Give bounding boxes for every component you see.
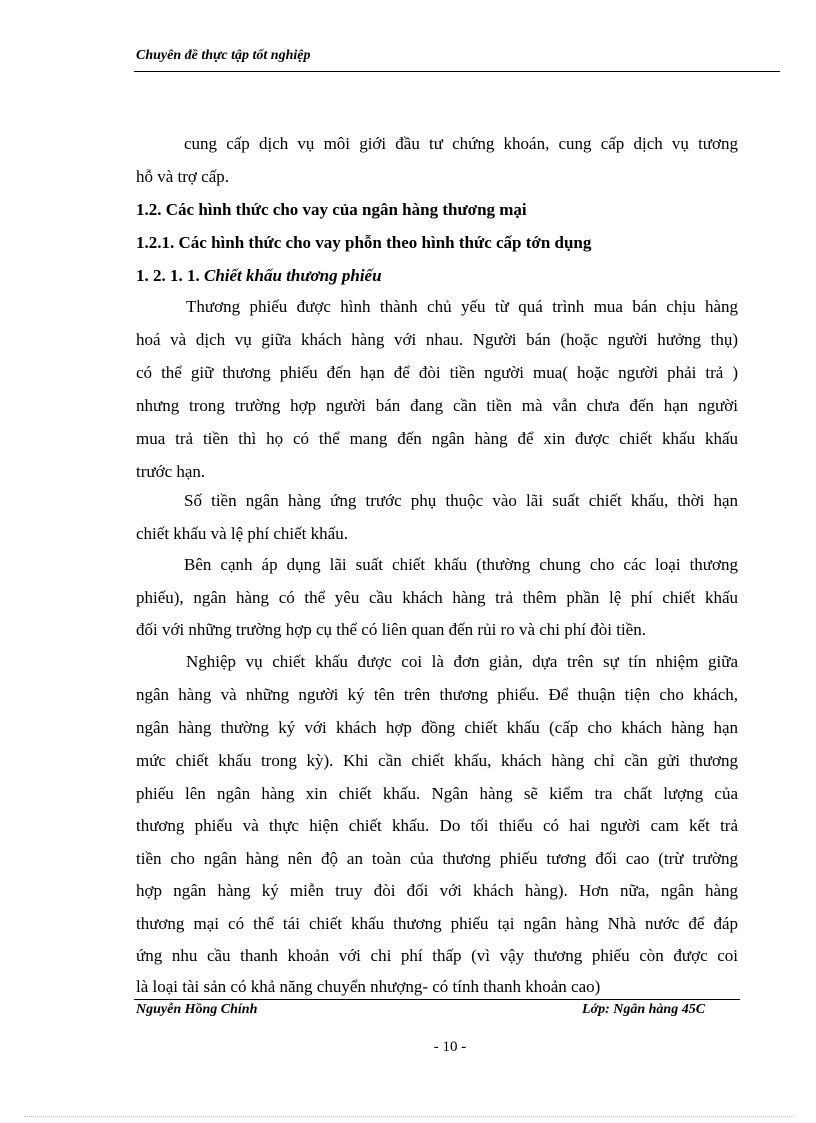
paragraph-line: cung cấp dịch vụ môi giới đầu tư chứng khoán, cung cấp dịch vụ tương: [184, 134, 738, 153]
paragraph-line: ứng nhu cầu thanh khoản với chi phí thấp (vì vậy thương phiếu còn được coi: [136, 946, 738, 965]
paragraph-line: nhưng trong trường hợp người bán đang cần tiền mà vẫn chưa đến hạn người: [136, 396, 738, 415]
subsubsection-heading: [136, 265, 382, 287]
paragraph-line: Thương phiếu được hình thành chủ yếu từ quá trình mua bán chịu hàng: [186, 297, 738, 316]
footer-divider: [134, 999, 740, 1000]
paragraph-line: mua trả tiền thì họ có thể mang đến ngân hàng để xin được chiết khấu khấu: [136, 429, 738, 448]
paragraph-line: đối với những trường hợp cụ thể có liên quan đến rủi ro và chi phí đòi tiền.: [136, 620, 646, 639]
footer-author: Nguyễn Hồng Chính: [136, 1002, 258, 1017]
heading-title: Chiết khấu thương phiếu: [204, 266, 382, 285]
paragraph-line: thương mại có thể tái chiết khấu thương phiếu tại ngân hàng Nhà nước để đáp: [136, 914, 738, 933]
paragraph-line: mức chiết khấu trong kỳ). Khi cần chiết khấu, khách hàng chỉ cần gửi thương: [136, 751, 738, 770]
paragraph-line: hợp ngân hàng ký miễn truy đòi đối với khách hàng). Hơn nữa, ngân hàng: [136, 881, 738, 900]
footer-class: Lớp: Ngân hàng 45C: [582, 1002, 706, 1017]
subsection-heading: 1.2.1. Các hình thức cho vay phỗn theo hình thức cấp tớn dụng: [136, 233, 592, 252]
page-number: - 10 -: [433, 1039, 467, 1055]
paragraph-line: Số tiền ngân hàng ứng trước phụ thuộc vào lãi suất chiết khấu, thời hạn: [184, 491, 738, 510]
paragraph-line: thương phiếu và thực hiện chiết khấu. Do tối thiểu có hai người cam kết trả: [136, 816, 738, 835]
paragraph-line: là loại tài sản có khả năng chuyển nhượng- có tính thanh khoản cao): [136, 977, 601, 996]
paragraph-line: hỗ và trợ cấp.: [136, 167, 230, 186]
paragraph-line: phiếu), ngân hàng có thể yêu cầu khách hàng trả thêm phần lệ phí chiết khấu: [136, 588, 738, 607]
paragraph-line: trước hạn.: [136, 462, 206, 481]
section-heading: 1.2. Các hình thức cho vay của ngân hàng thương mại: [136, 200, 527, 219]
paragraph-line: Bên cạnh áp dụng lãi suất chiết khấu (thường chung cho các loại thương: [184, 555, 738, 574]
paragraph-line: phiếu lên ngân hàng xin chiết khấu. Ngân hàng sẽ kiểm tra chất lượng của: [136, 784, 738, 803]
paragraph-line: ngân hàng thường ký với khách hợp đồng chiết khấu (cấp cho khách hàng hạn: [136, 718, 738, 737]
paragraph-line: tiền cho ngân hàng nên độ an toàn của thương phiếu tương đối cao (trừ trường: [136, 849, 738, 868]
paragraph-line: ngân hàng và những người ký tên trên thương phiếu. Để thuận tiện cho khách,: [136, 685, 738, 704]
header-divider: [134, 71, 780, 72]
paragraph-line: Nghiệp vụ chiết khấu được coi là đơn giản, dựa trên sự tín nhiệm giữa: [186, 652, 738, 671]
running-header-title: Chuyên đề thực tập tốt nghiệp: [136, 48, 311, 63]
paragraph-line: hoá và dịch vụ giữa khách hàng với nhau. Người bán (hoặc người hưởng thụ): [136, 330, 738, 349]
paragraph-line: có thể giữ thương phiếu đến hạn để đòi tiền người mua( hoặc người phải trả ): [136, 363, 738, 382]
paragraph-line: chiết khấu và lệ phí chiết khấu.: [136, 524, 348, 543]
page-edge: [24, 1116, 794, 1117]
heading-number: 1. 2. 1. 1.: [136, 266, 204, 285]
